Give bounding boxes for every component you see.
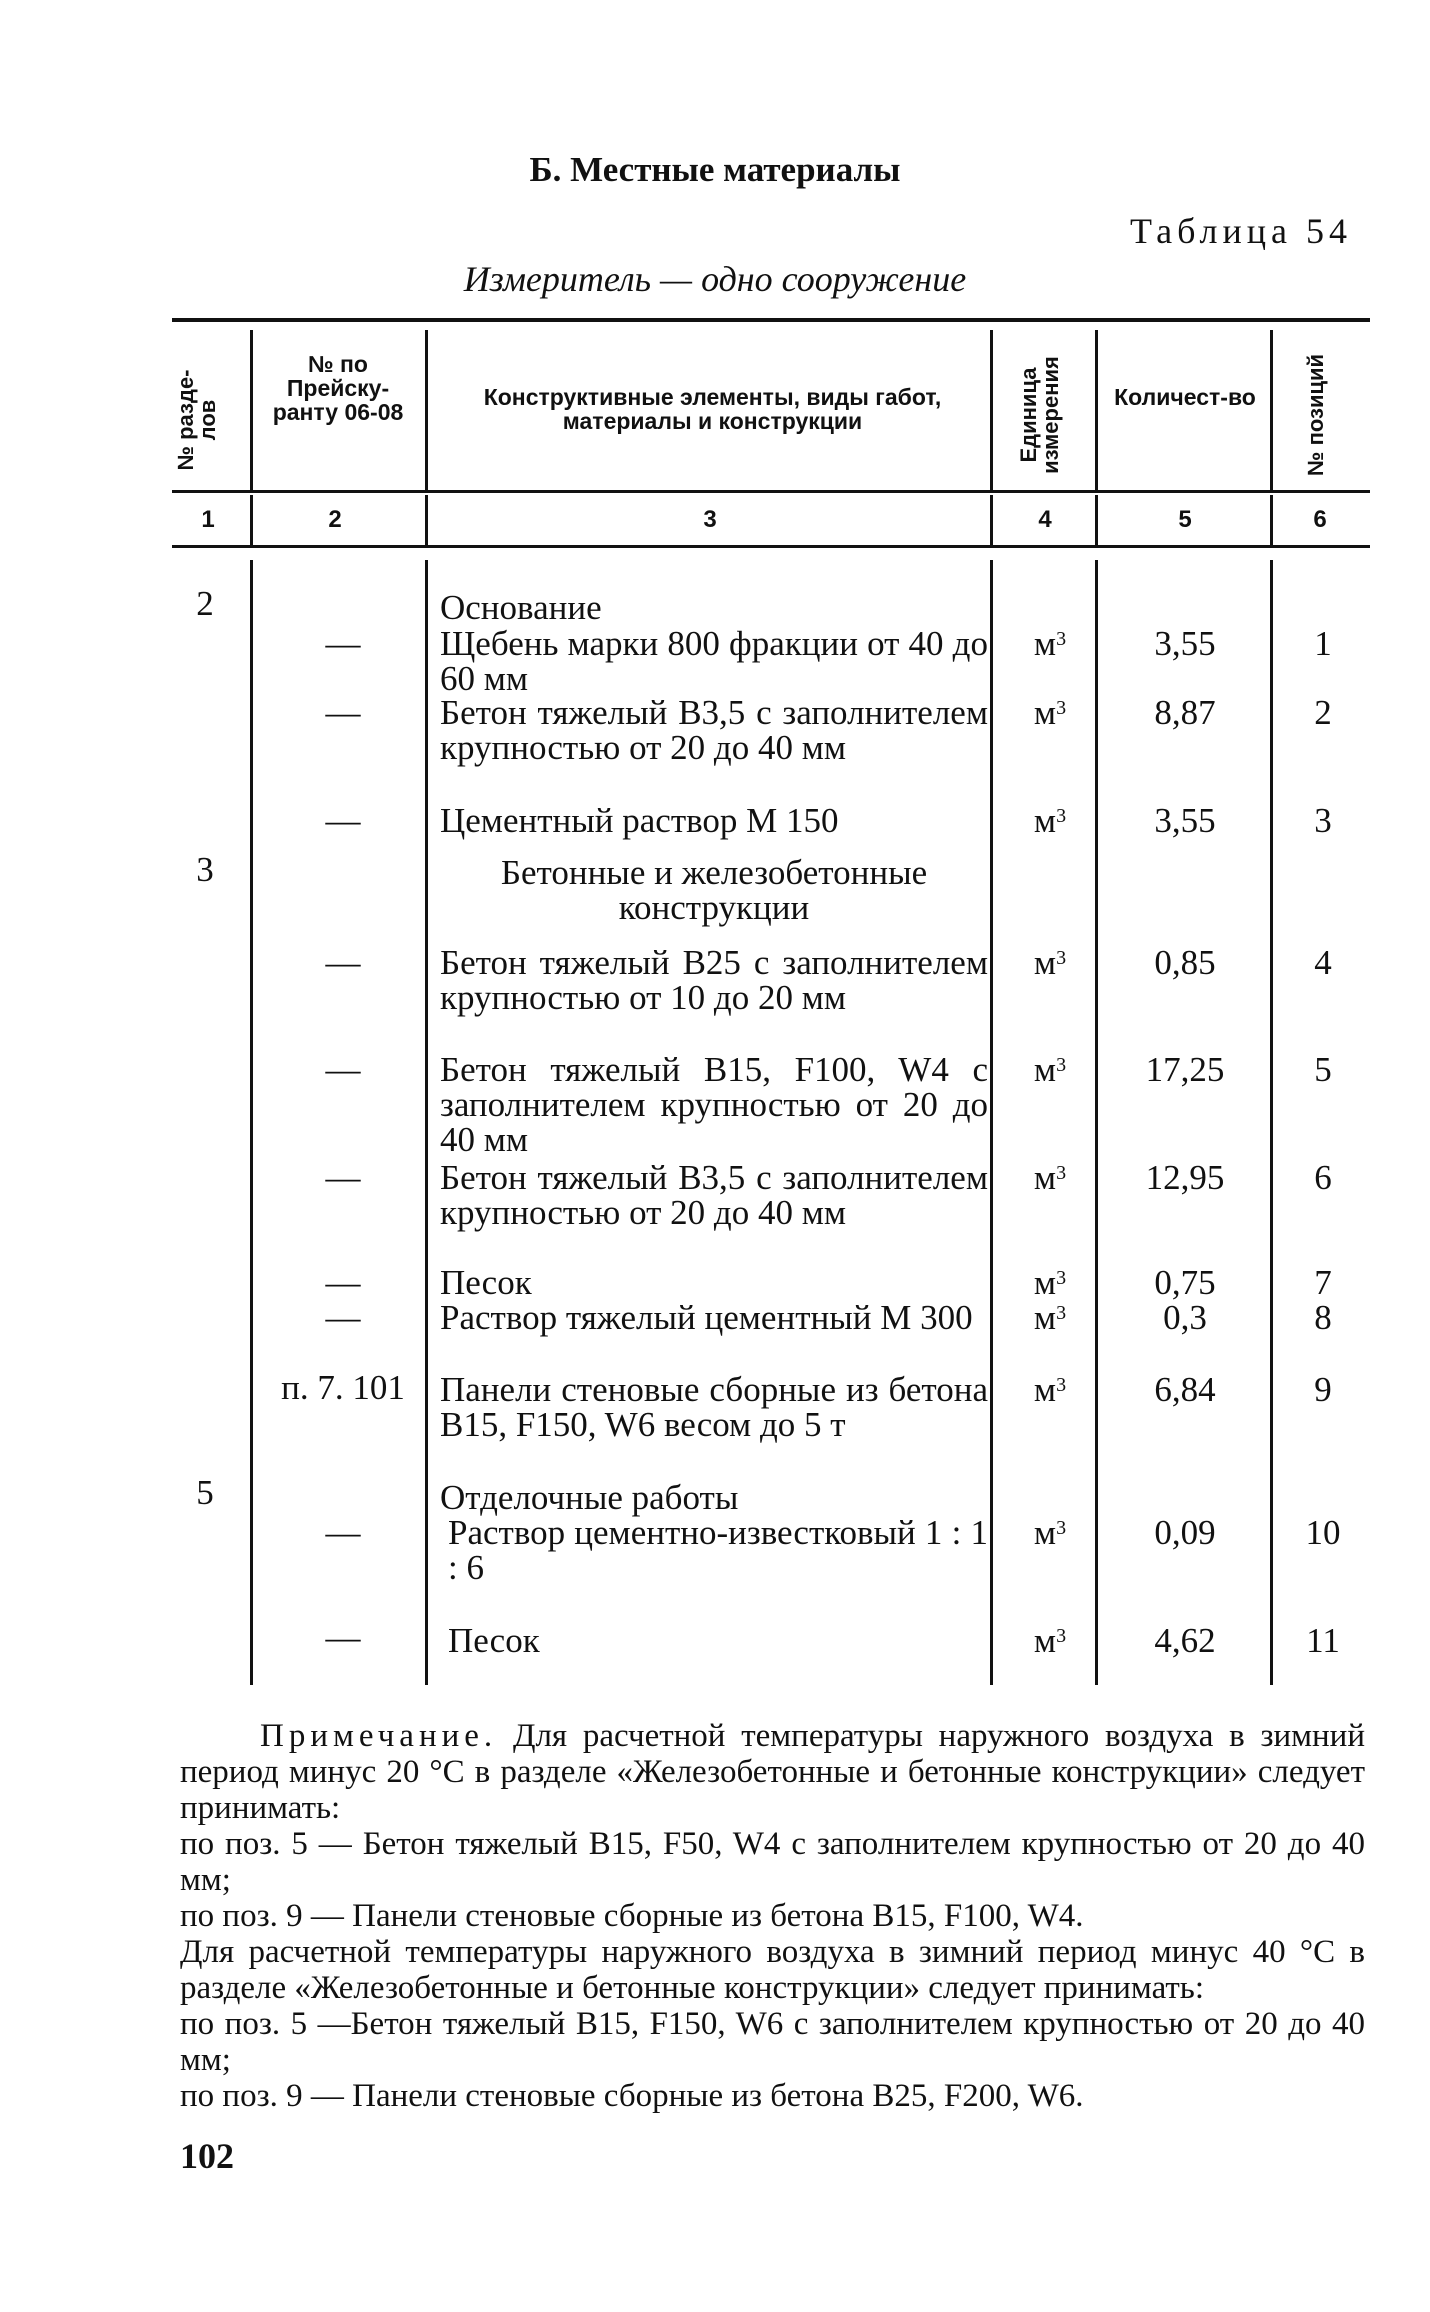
row-description: Песок — [440, 1263, 532, 1302]
col-divider — [250, 560, 253, 1685]
note-paragraph: по поз. 5 —Бетон тяжелый В15, F150, W6 с заполнителем крупностью от 20 до 40 мм; — [180, 2006, 1365, 2078]
section-number: 2 — [196, 584, 214, 623]
note-label: Примечание. — [260, 1718, 498, 1754]
section-title: Отделочные работы — [440, 1478, 739, 1517]
col-divider — [990, 560, 993, 1685]
row-reference: — — [325, 1513, 361, 1552]
row-reference: — — [325, 801, 361, 840]
row-position: 9 — [1314, 1370, 1332, 1409]
row-reference: — — [325, 1298, 361, 1337]
colnum-1: 1 — [201, 506, 215, 533]
row-quantity: 3,55 — [1154, 801, 1216, 840]
row-description: Раствор тяжелый цементный М 300 — [440, 1298, 973, 1337]
row-unit: $м^3$ — [1033, 1513, 1067, 1552]
row-unit: $м^3$ — [1033, 1621, 1067, 1660]
row-quantity: 0,85 — [1154, 943, 1216, 982]
row-unit: $м^3$ — [1033, 1370, 1067, 1409]
row-position: 10 — [1305, 1513, 1341, 1552]
row-description: Бетон тяжелый В25 с заполнителем крупностью от 10 до 20 мм — [440, 943, 988, 1017]
row-quantity: 0,3 — [1163, 1298, 1207, 1337]
colnum-5: 5 — [1178, 506, 1192, 533]
header-description: Конструктивные элементы, виды габот, материалы и конструкции — [483, 384, 942, 434]
row-quantity: 3,55 — [1154, 624, 1216, 663]
row-reference: — — [325, 1618, 361, 1657]
row-description: Бетон тяжелый В3,5 с заполнителем крупностью от 20 до 40 мм — [440, 693, 988, 767]
header-position: № позиций — [1303, 353, 1328, 477]
row-unit: $м^3$ — [1033, 693, 1067, 732]
col-divider — [250, 330, 253, 490]
row-description: Бетон тяжелый В15, F100, W4 с заполнителем крупностью от 20 до 40 мм — [440, 1050, 988, 1159]
table-note — [180, 1718, 1365, 2114]
row-position: 1 — [1314, 624, 1332, 663]
header-unit: Единица измерения — [1016, 356, 1063, 474]
colnum-3: 3 — [703, 506, 717, 533]
col-divider — [425, 495, 428, 545]
col-divider — [1270, 330, 1273, 490]
section-number: 3 — [196, 850, 214, 889]
header-quantity: Количест-во — [1114, 384, 1256, 410]
col-divider — [425, 330, 428, 490]
row-unit: $м^3$ — [1033, 1050, 1067, 1089]
row-reference: — — [325, 1158, 361, 1197]
page-number: 102 — [180, 2136, 234, 2176]
section-number: 5 — [196, 1473, 214, 1512]
row-unit: $м^3$ — [1033, 943, 1067, 982]
colnum-bottom-rule — [172, 545, 1370, 548]
section-title: Бетонные и железобетонные конструкции — [500, 853, 928, 927]
row-position: 4 — [1314, 943, 1332, 982]
col-divider — [990, 495, 993, 545]
header-bottom-rule — [172, 490, 1370, 493]
row-quantity: 6,84 — [1154, 1370, 1216, 1409]
row-position: 2 — [1314, 693, 1332, 732]
row-unit: $м^3$ — [1033, 624, 1067, 663]
row-reference: — — [325, 624, 361, 663]
row-quantity: 8,87 — [1154, 693, 1216, 732]
row-reference: п. 7. 101 — [281, 1368, 405, 1407]
measure-caption: Измеритель — одно сооружение — [463, 259, 967, 299]
row-unit: $м^3$ — [1033, 1298, 1067, 1337]
row-quantity: 0,75 — [1154, 1263, 1216, 1302]
col-divider — [1270, 560, 1273, 1685]
row-position: 5 — [1314, 1050, 1332, 1089]
col-divider — [1095, 330, 1098, 490]
row-position: 7 — [1314, 1263, 1332, 1302]
row-description: Песок — [448, 1621, 540, 1660]
col-divider — [1095, 495, 1098, 545]
row-description: Щебень марки 800 фракции от 40 до 60 мм — [440, 624, 988, 698]
note-paragraph: по поз. 5 — Бетон тяжелый В15, F50, W4 с заполнителем крупностью от 20 до 40 мм; — [180, 1826, 1365, 1898]
colnum-6: 6 — [1313, 506, 1327, 533]
table-number: Таблица 54 — [1130, 211, 1352, 251]
col-divider — [1270, 495, 1273, 545]
table-top-rule — [172, 318, 1370, 322]
note-paragraph: по поз. 9 — Панели стеновые сборные из бетона В25, F200, W6. — [180, 2078, 1084, 2114]
col-divider — [250, 495, 253, 545]
row-description: Панели стеновые сборные из бетона В15, F150, W6 весом до 5 т — [440, 1370, 988, 1444]
row-reference: — — [325, 1263, 361, 1302]
row-reference: — — [325, 693, 361, 732]
section-title: Основание — [440, 588, 602, 627]
row-position: 11 — [1306, 1621, 1340, 1660]
header-reference: № по Прейску-ранту 06-08 — [272, 351, 404, 425]
row-position: 6 — [1314, 1158, 1332, 1197]
row-quantity: 17,25 — [1145, 1050, 1225, 1089]
row-position: 3 — [1314, 801, 1332, 840]
row-quantity: 12,95 — [1145, 1158, 1225, 1197]
header-section: № разде- лов — [173, 369, 220, 471]
row-quantity: 4,62 — [1154, 1621, 1216, 1660]
note-paragraph: Примечание. Для расчетной температуры наружного воздуха в зимний период минус 20 °С в разделе «Железобетонные и бетонные конструкции» следует принимать: — [180, 1718, 1365, 1826]
row-reference: — — [325, 943, 361, 982]
row-description: Раствор цементно-известковый 1 : 1 : 6 — [448, 1513, 988, 1587]
col-divider — [990, 330, 993, 490]
note-paragraph: Для расчетной температуры наружного воздуха в зимний период минус 40 °С в разделе «Железобетонные и бетонные конструкции» следует принимать: — [180, 1934, 1365, 2006]
note-paragraph: по поз. 9 — Панели стеновые сборные из бетона В15, F100, W4. — [180, 1898, 1084, 1934]
colnum-4: 4 — [1038, 506, 1052, 533]
row-quantity: 0,09 — [1154, 1513, 1216, 1552]
section-heading: Б. Местные материалы — [529, 150, 901, 189]
row-unit: $м^3$ — [1033, 801, 1067, 840]
row-reference: — — [325, 1050, 361, 1089]
row-unit: $м^3$ — [1033, 1158, 1067, 1197]
row-position: 8 — [1314, 1298, 1332, 1337]
row-description: Цементный раствор М 150 — [440, 801, 839, 840]
row-description: Бетон тяжелый В3,5 с заполнителем крупностью от 20 до 40 мм — [440, 1158, 988, 1232]
colnum-2: 2 — [328, 506, 342, 533]
row-unit: $м^3$ — [1033, 1263, 1067, 1302]
